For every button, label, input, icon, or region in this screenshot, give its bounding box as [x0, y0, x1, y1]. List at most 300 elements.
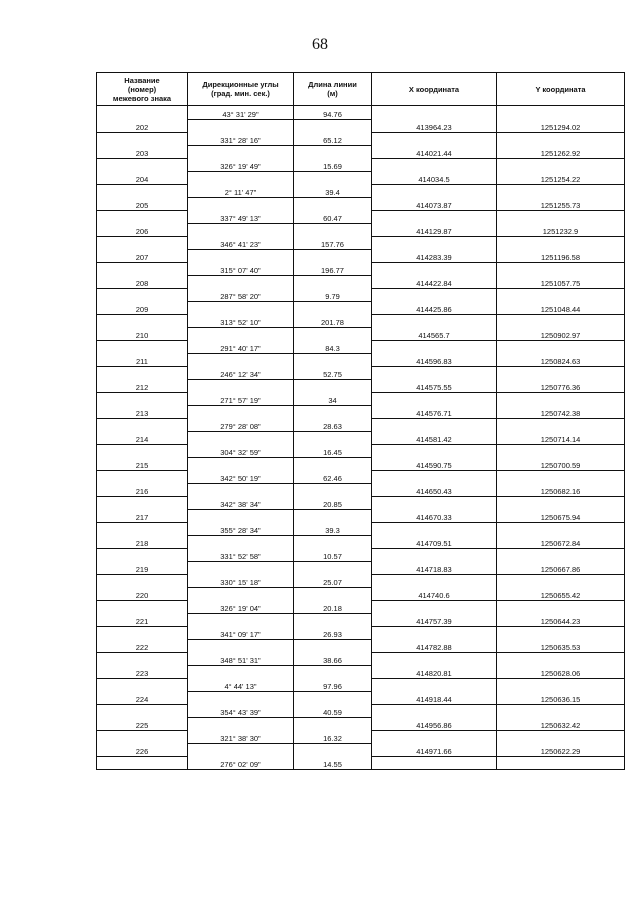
- header-line-length: Длина линии (м): [294, 73, 372, 106]
- cell-direction-angle: 330° 15' 18": [188, 574, 294, 587]
- cell-direction-angle: 346° 41' 23": [188, 236, 294, 249]
- cell-direction-angle: [188, 561, 294, 574]
- cell-x-coordinate: [372, 366, 497, 379]
- cell-direction-angle: [188, 405, 294, 418]
- cell-direction-angle: 313° 52' 10": [188, 314, 294, 327]
- cell-marker-name: 220: [97, 587, 188, 600]
- table-row-marker: [97, 145, 625, 158]
- cell-marker-name: [97, 678, 188, 691]
- cell-marker-name: 225: [97, 717, 188, 730]
- cell-y-coordinate: 1250628.06: [497, 665, 625, 678]
- cell-marker-name: [97, 314, 188, 327]
- cell-x-coordinate: 414283.39: [372, 249, 497, 262]
- page-number: 68: [312, 36, 328, 53]
- cell-marker-name: 209: [97, 301, 188, 314]
- cell-x-coordinate: 414565.7: [372, 327, 497, 340]
- cell-direction-angle: [188, 457, 294, 470]
- cell-line-length: 10.57: [294, 548, 372, 561]
- cell-marker-name: [97, 626, 188, 639]
- cell-x-coordinate: [372, 288, 497, 301]
- cell-marker-name: [97, 210, 188, 223]
- cell-marker-name: [97, 704, 188, 717]
- cell-line-length: 9.79: [294, 288, 372, 301]
- cell-y-coordinate: [497, 496, 625, 509]
- cell-marker-name: 213: [97, 405, 188, 418]
- cell-line-length: [294, 561, 372, 574]
- cell-x-coordinate: 414425.86: [372, 301, 497, 314]
- cell-marker-name: [97, 730, 188, 743]
- cell-line-length: 94.76: [294, 106, 372, 120]
- table-row-segment: [97, 678, 625, 691]
- cell-marker-name: [97, 600, 188, 613]
- cell-x-coordinate: 414021.44: [372, 145, 497, 158]
- cell-marker-name: 222: [97, 639, 188, 652]
- cell-direction-angle: [188, 717, 294, 730]
- table-row-segment: [97, 730, 625, 743]
- table-row-segment: [97, 626, 625, 639]
- table-row-segment: [97, 704, 625, 717]
- cell-x-coordinate: 414650.43: [372, 483, 497, 496]
- cell-direction-angle: [188, 197, 294, 210]
- cell-line-length: [294, 535, 372, 548]
- cell-x-coordinate: [372, 340, 497, 353]
- cell-line-length: 40.59: [294, 704, 372, 717]
- table-row-segment: [97, 366, 625, 379]
- cell-x-coordinate: 413964.23: [372, 119, 497, 132]
- cell-line-length: [294, 171, 372, 184]
- cell-line-length: [294, 691, 372, 704]
- cell-line-length: 39.4: [294, 184, 372, 197]
- cell-y-coordinate: 1250644.23: [497, 613, 625, 626]
- cell-direction-angle: [188, 327, 294, 340]
- cell-y-coordinate: 1250672.84: [497, 535, 625, 548]
- cell-direction-angle: 342° 38' 34": [188, 496, 294, 509]
- cell-x-coordinate: [372, 236, 497, 249]
- cell-x-coordinate: [372, 132, 497, 145]
- cell-direction-angle: [188, 379, 294, 392]
- cell-line-length: 26.93: [294, 626, 372, 639]
- cell-direction-angle: [188, 223, 294, 236]
- cell-y-coordinate: [497, 106, 625, 120]
- cell-marker-name: 207: [97, 249, 188, 262]
- cell-y-coordinate: 1250776.36: [497, 379, 625, 392]
- table-row-segment: [97, 106, 625, 120]
- cell-line-length: [294, 301, 372, 314]
- cell-marker-name: 202: [97, 119, 188, 132]
- cell-direction-angle: 331° 52' 58": [188, 548, 294, 561]
- cell-marker-name: 217: [97, 509, 188, 522]
- table-row-segment: [97, 496, 625, 509]
- cell-direction-angle: 246° 12' 34": [188, 366, 294, 379]
- cell-direction-angle: [188, 613, 294, 626]
- cell-direction-angle: 348° 51' 31": [188, 652, 294, 665]
- table-row-segment: [97, 652, 625, 665]
- cell-x-coordinate: [372, 418, 497, 431]
- cell-direction-angle: 355° 28' 34": [188, 522, 294, 535]
- cell-marker-name: 219: [97, 561, 188, 574]
- cell-direction-angle: 2° 11' 47": [188, 184, 294, 197]
- cell-line-length: [294, 639, 372, 652]
- cell-y-coordinate: [497, 704, 625, 717]
- table-row-marker: [97, 691, 625, 704]
- table-row-segment: [97, 418, 625, 431]
- cell-x-coordinate: [372, 184, 497, 197]
- cell-marker-name: 210: [97, 327, 188, 340]
- cell-x-coordinate: [372, 626, 497, 639]
- cell-x-coordinate: 414590.75: [372, 457, 497, 470]
- cell-x-coordinate: [372, 600, 497, 613]
- cell-line-length: [294, 431, 372, 444]
- cell-x-coordinate: 414782.88: [372, 639, 497, 652]
- cell-x-coordinate: 414740.6: [372, 587, 497, 600]
- cell-y-coordinate: 1250635.53: [497, 639, 625, 652]
- cell-direction-angle: [188, 587, 294, 600]
- table-row-marker: [97, 431, 625, 444]
- cell-x-coordinate: [372, 210, 497, 223]
- cell-marker-name: [97, 652, 188, 665]
- cell-direction-angle: 342° 50' 19": [188, 470, 294, 483]
- boundary-coordinates-table: [96, 72, 625, 770]
- cell-x-coordinate: 414709.51: [372, 535, 497, 548]
- cell-y-coordinate: 1250824.63: [497, 353, 625, 366]
- cell-marker-name: [97, 574, 188, 587]
- table-row-segment: [97, 444, 625, 457]
- table-row-marker: [97, 327, 625, 340]
- cell-line-length: [294, 665, 372, 678]
- cell-direction-angle: [188, 353, 294, 366]
- cell-direction-angle: [188, 275, 294, 288]
- cell-direction-angle: [188, 743, 294, 756]
- cell-line-length: 14.55: [294, 756, 372, 770]
- cell-y-coordinate: 1250742.38: [497, 405, 625, 418]
- table-row-marker: [97, 379, 625, 392]
- cell-line-length: [294, 353, 372, 366]
- cell-marker-name: 208: [97, 275, 188, 288]
- cell-line-length: [294, 587, 372, 600]
- table-row-marker: [97, 249, 625, 262]
- cell-line-length: 38.66: [294, 652, 372, 665]
- cell-direction-angle: 326° 19' 04": [188, 600, 294, 613]
- cell-marker-name: 206: [97, 223, 188, 236]
- table-row-marker: [97, 301, 625, 314]
- cell-marker-name: [97, 236, 188, 249]
- cell-line-length: [294, 223, 372, 236]
- cell-line-length: [294, 249, 372, 262]
- table-row-marker: [97, 457, 625, 470]
- cell-y-coordinate: [497, 184, 625, 197]
- cell-y-coordinate: 1250632.42: [497, 717, 625, 730]
- cell-y-coordinate: [497, 262, 625, 275]
- header-marker-name: Название (номер) межевого знака: [97, 73, 188, 106]
- cell-y-coordinate: [497, 574, 625, 587]
- cell-x-coordinate: [372, 704, 497, 717]
- table-row-segment: [97, 756, 625, 770]
- cell-marker-name: 204: [97, 171, 188, 184]
- cell-x-coordinate: 414422.84: [372, 275, 497, 288]
- table-row-marker: [97, 743, 625, 756]
- table-row-segment: [97, 548, 625, 561]
- cell-marker-name: [97, 106, 188, 120]
- cell-direction-angle: 321° 38' 30": [188, 730, 294, 743]
- table-row-marker: [97, 483, 625, 496]
- table-row-segment: [97, 522, 625, 535]
- cell-y-coordinate: [497, 210, 625, 223]
- cell-line-length: [294, 613, 372, 626]
- cell-y-coordinate: [497, 418, 625, 431]
- cell-x-coordinate: [372, 522, 497, 535]
- cell-line-length: [294, 717, 372, 730]
- cell-direction-angle: 304° 32' 59": [188, 444, 294, 457]
- cell-line-length: 62.46: [294, 470, 372, 483]
- table-row-segment: [97, 340, 625, 353]
- header-direction-angle: Дирекционные углы (град. мин. сек.): [188, 73, 294, 106]
- table-row-marker: [97, 197, 625, 210]
- cell-y-coordinate: 1250655.42: [497, 587, 625, 600]
- cell-line-length: [294, 197, 372, 210]
- cell-marker-name: [97, 418, 188, 431]
- cell-marker-name: [97, 288, 188, 301]
- cell-direction-angle: 43° 31' 29": [188, 106, 294, 120]
- cell-y-coordinate: 1250700.59: [497, 457, 625, 470]
- cell-line-length: [294, 405, 372, 418]
- cell-y-coordinate: [497, 626, 625, 639]
- header-x-coordinate: X координата: [372, 73, 497, 106]
- cell-line-length: 84.3: [294, 340, 372, 353]
- cell-marker-name: [97, 548, 188, 561]
- cell-line-length: [294, 327, 372, 340]
- cell-x-coordinate: [372, 496, 497, 509]
- cell-direction-angle: [188, 639, 294, 652]
- cell-direction-angle: 4° 44' 13": [188, 678, 294, 691]
- cell-y-coordinate: [497, 756, 625, 770]
- cell-direction-angle: [188, 483, 294, 496]
- cell-x-coordinate: [372, 106, 497, 120]
- cell-line-length: 20.85: [294, 496, 372, 509]
- cell-x-coordinate: [372, 262, 497, 275]
- cell-y-coordinate: [497, 288, 625, 301]
- cell-x-coordinate: 414757.39: [372, 613, 497, 626]
- cell-line-length: [294, 483, 372, 496]
- cell-y-coordinate: 1250636.15: [497, 691, 625, 704]
- table-row-marker: [97, 717, 625, 730]
- cell-direction-angle: [188, 249, 294, 262]
- table-row-segment: [97, 262, 625, 275]
- cell-y-coordinate: [497, 470, 625, 483]
- cell-x-coordinate: [372, 730, 497, 743]
- cell-direction-angle: [188, 535, 294, 548]
- cell-marker-name: [97, 158, 188, 171]
- header-y-coordinate: Y координата: [497, 73, 625, 106]
- table-row-marker: [97, 587, 625, 600]
- table-row-marker: [97, 353, 625, 366]
- cell-y-coordinate: 1250714.14: [497, 431, 625, 444]
- cell-direction-angle: [188, 691, 294, 704]
- cell-x-coordinate: 414129.87: [372, 223, 497, 236]
- cell-line-length: 196.77: [294, 262, 372, 275]
- table-header-row: [97, 73, 625, 106]
- table-row-segment: [97, 574, 625, 587]
- cell-y-coordinate: [497, 600, 625, 613]
- cell-marker-name: [97, 366, 188, 379]
- table-row-segment: [97, 600, 625, 613]
- cell-marker-name: 212: [97, 379, 188, 392]
- cell-line-length: 97.96: [294, 678, 372, 691]
- cell-y-coordinate: [497, 522, 625, 535]
- cell-marker-name: 203: [97, 145, 188, 158]
- cell-y-coordinate: 1251196.58: [497, 249, 625, 262]
- cell-direction-angle: 331° 28' 16": [188, 132, 294, 145]
- cell-direction-angle: [188, 509, 294, 522]
- cell-y-coordinate: [497, 366, 625, 379]
- table-row-segment: [97, 470, 625, 483]
- table-row-segment: [97, 314, 625, 327]
- cell-y-coordinate: [497, 548, 625, 561]
- cell-y-coordinate: 1250682.16: [497, 483, 625, 496]
- cell-y-coordinate: [497, 340, 625, 353]
- cell-direction-angle: 276° 02' 09": [188, 756, 294, 770]
- cell-direction-angle: [188, 145, 294, 158]
- cell-y-coordinate: [497, 236, 625, 249]
- cell-line-length: 39.3: [294, 522, 372, 535]
- cell-direction-angle: 341° 09' 17": [188, 626, 294, 639]
- cell-y-coordinate: [497, 314, 625, 327]
- table-row-marker: [97, 639, 625, 652]
- cell-line-length: 15.69: [294, 158, 372, 171]
- table-row-marker: [97, 275, 625, 288]
- cell-y-coordinate: [497, 730, 625, 743]
- cell-y-coordinate: [497, 158, 625, 171]
- cell-x-coordinate: [372, 652, 497, 665]
- cell-y-coordinate: [497, 392, 625, 405]
- cell-direction-angle: [188, 301, 294, 314]
- cell-direction-angle: 337° 49' 13": [188, 210, 294, 223]
- cell-x-coordinate: [372, 392, 497, 405]
- cell-marker-name: 221: [97, 613, 188, 626]
- cell-x-coordinate: [372, 314, 497, 327]
- table-row-marker: [97, 223, 625, 236]
- table-row-segment: [97, 132, 625, 145]
- cell-marker-name: 214: [97, 431, 188, 444]
- cell-x-coordinate: 414581.42: [372, 431, 497, 444]
- cell-direction-angle: 354° 43' 39": [188, 704, 294, 717]
- cell-y-coordinate: [497, 132, 625, 145]
- cell-y-coordinate: 1251048.44: [497, 301, 625, 314]
- cell-y-coordinate: [497, 678, 625, 691]
- cell-x-coordinate: [372, 756, 497, 770]
- cell-x-coordinate: 414575.55: [372, 379, 497, 392]
- cell-line-length: 65.12: [294, 132, 372, 145]
- cell-marker-name: 216: [97, 483, 188, 496]
- cell-y-coordinate: 1250675.94: [497, 509, 625, 522]
- cell-marker-name: 223: [97, 665, 188, 678]
- table-row-marker: [97, 119, 625, 132]
- cell-marker-name: [97, 340, 188, 353]
- table-row-marker: [97, 405, 625, 418]
- cell-x-coordinate: 414670.33: [372, 509, 497, 522]
- cell-x-coordinate: [372, 158, 497, 171]
- cell-line-length: 25.07: [294, 574, 372, 587]
- cell-line-length: [294, 509, 372, 522]
- cell-x-coordinate: [372, 678, 497, 691]
- cell-x-coordinate: [372, 444, 497, 457]
- cell-x-coordinate: [372, 470, 497, 483]
- cell-y-coordinate: 1250902.97: [497, 327, 625, 340]
- cell-y-coordinate: 1251294.02: [497, 119, 625, 132]
- cell-y-coordinate: 1251255.73: [497, 197, 625, 210]
- cell-marker-name: 224: [97, 691, 188, 704]
- cell-marker-name: [97, 756, 188, 770]
- table-row-marker: [97, 665, 625, 678]
- table-body: [97, 106, 625, 770]
- cell-marker-name: 218: [97, 535, 188, 548]
- cell-line-length: 60.47: [294, 210, 372, 223]
- cell-line-length: [294, 379, 372, 392]
- cell-x-coordinate: 414956.86: [372, 717, 497, 730]
- table-row-segment: [97, 288, 625, 301]
- cell-line-length: 20.18: [294, 600, 372, 613]
- cell-x-coordinate: 414820.81: [372, 665, 497, 678]
- cell-direction-angle: 287° 58' 20": [188, 288, 294, 301]
- table-row-segment: [97, 184, 625, 197]
- cell-y-coordinate: 1251262.92: [497, 145, 625, 158]
- cell-marker-name: [97, 496, 188, 509]
- cell-line-length: [294, 119, 372, 132]
- cell-line-length: 52.75: [294, 366, 372, 379]
- cell-marker-name: [97, 470, 188, 483]
- cell-line-length: [294, 145, 372, 158]
- cell-x-coordinate: 414918.44: [372, 691, 497, 704]
- cell-marker-name: [97, 184, 188, 197]
- cell-marker-name: [97, 262, 188, 275]
- cell-x-coordinate: 414596.83: [372, 353, 497, 366]
- cell-line-length: [294, 457, 372, 470]
- cell-line-length: 34: [294, 392, 372, 405]
- table-row-marker: [97, 561, 625, 574]
- cell-marker-name: [97, 132, 188, 145]
- cell-direction-angle: 271° 57' 19": [188, 392, 294, 405]
- cell-line-length: 201.78: [294, 314, 372, 327]
- cell-line-length: 157.76: [294, 236, 372, 249]
- cell-marker-name: [97, 392, 188, 405]
- cell-x-coordinate: 414576.71: [372, 405, 497, 418]
- table-row-segment: [97, 210, 625, 223]
- table-row-segment: [97, 392, 625, 405]
- cell-line-length: [294, 275, 372, 288]
- cell-direction-angle: 279° 28' 08": [188, 418, 294, 431]
- cell-direction-angle: 291° 40' 17": [188, 340, 294, 353]
- cell-y-coordinate: [497, 652, 625, 665]
- cell-marker-name: 226: [97, 743, 188, 756]
- cell-marker-name: 211: [97, 353, 188, 366]
- cell-direction-angle: 326° 19' 49": [188, 158, 294, 171]
- cell-y-coordinate: 1251232.9: [497, 223, 625, 236]
- cell-marker-name: [97, 444, 188, 457]
- cell-y-coordinate: 1250667.86: [497, 561, 625, 574]
- cell-y-coordinate: 1251057.75: [497, 275, 625, 288]
- cell-line-length: 28.63: [294, 418, 372, 431]
- cell-x-coordinate: [372, 548, 497, 561]
- cell-direction-angle: [188, 119, 294, 132]
- cell-direction-angle: [188, 171, 294, 184]
- cell-direction-angle: [188, 665, 294, 678]
- table-row-marker: [97, 613, 625, 626]
- cell-y-coordinate: [497, 444, 625, 457]
- cell-line-length: 16.45: [294, 444, 372, 457]
- table-row-segment: [97, 236, 625, 249]
- cell-direction-angle: 315° 07' 40": [188, 262, 294, 275]
- table-row-segment: [97, 158, 625, 171]
- cell-y-coordinate: 1250622.29: [497, 743, 625, 756]
